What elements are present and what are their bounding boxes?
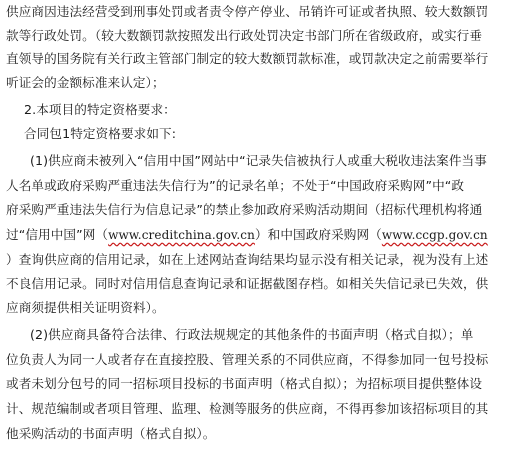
paragraph-line: 计、规范编制或者项目管理、监理、检测等服务的供应商，不得再参加该招标项目的其 [6,401,489,416]
paragraph-line: 或者未划分包号的同一招标项目投标的书面声明（格式自拟）；为招标项目提供整体设 [6,376,483,391]
paragraph-line: 听证会的金额标准来认定）； [6,75,165,90]
paragraph-line: 位负责人为同一人或者存在直接控股、管理关系的不同供应商，不得参加同一包号投标 [6,352,489,367]
paragraph-line: 他采购活动的书面声明（格式自拟）。 [6,426,216,441]
paragraph-line: 直领导的国务院有关行政主管部门制定的较大数额罚款标准，或罚款决定之前需要举行 [6,51,489,66]
creditchina-link[interactable]: www.creditchina.gov.cn [108,228,255,242]
ccgp-link[interactable]: www.ccgp.gov.cn [381,228,488,242]
paragraph-line: (1)供应商未被列入“信用中国”网站中“记录失信被执行人或重大税收违法案件当事 [30,153,487,168]
paragraph-line: 供应商因违法经营受到刑事处罚或者责令停产停业、吊销许可证或者执照、较大数额罚 [6,4,489,19]
text-segment: 过“信用中国”网（ [6,227,109,242]
subsection-heading: 合同包1特定资格要求如下: [24,126,177,141]
paragraph-line: 不良信用记录。同时对信用信息查询记录和证据截图存档。如相关失信记录已失效，供 [6,276,489,291]
paragraph-line: 府采购严重违法失信行为信息记录”的禁止参加政府采购活动期间（招标代理机构将通 [6,202,483,217]
paragraph-line: ）查询供应商的信用记录，如在上述网站查询结果均显示没有相关记录，视为没有上述 [6,252,489,267]
text-segment: ）和中国政府采购网（ [254,227,382,242]
paragraph-line-with-links [6,225,488,245]
paragraph-line: 款等行政处罚。（较大数额罚款按照发出行政处罚决定书部门所在省级政府，或实行垂 [6,28,483,43]
section-heading: 2.本项目的特定资格要求： [24,102,176,117]
paragraph-line: 人名单或政府采购严重违法失信行为”的记录名单；不处于“中国政府采购网”中“政 [6,178,465,193]
paragraph-line: 应商须提供相关证明资料）。 [6,300,165,315]
paragraph-line: (2)供应商具备符合法律、行政法规规定的其他条件的书面声明（格式自拟）；单 [30,327,474,342]
